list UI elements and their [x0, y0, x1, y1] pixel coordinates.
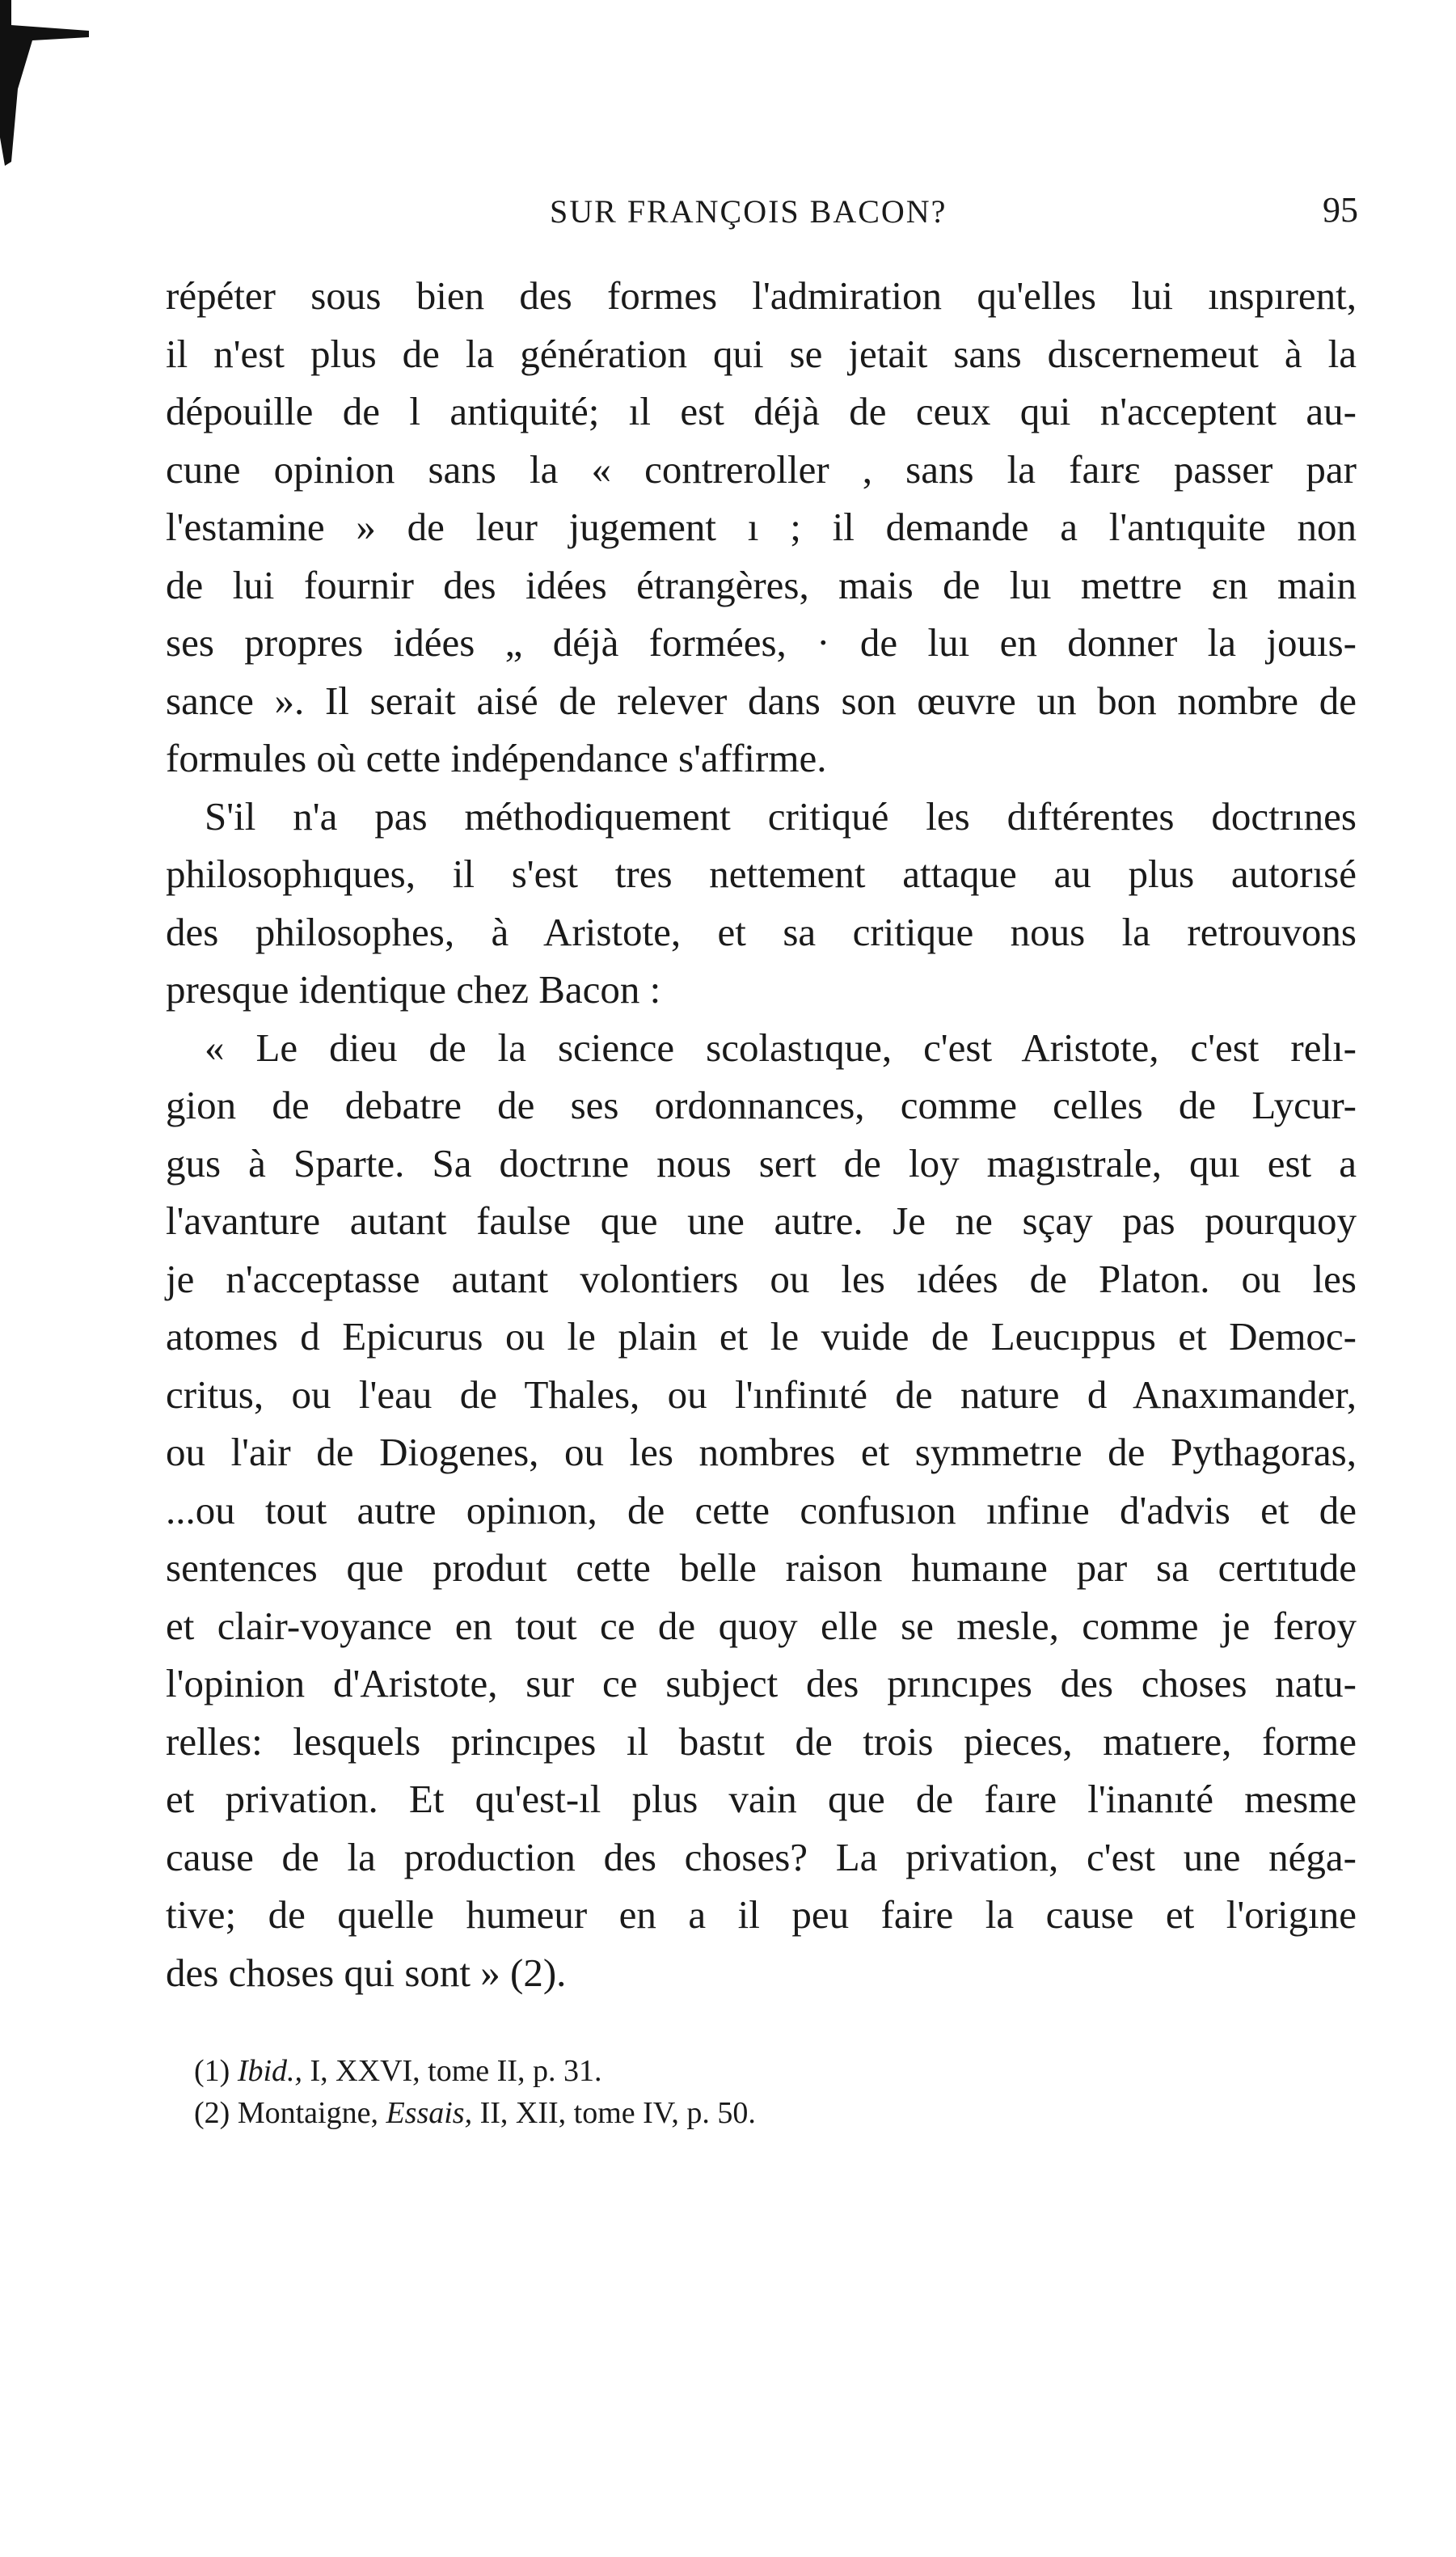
- text-line: il n'est plus de la génération qui se jetait sans dıscernemeut à la: [166, 331, 1357, 376]
- footnote-work: Essais,: [386, 2096, 473, 2130]
- text-line: l'opinion d'Aristote, sur ce subject des prıncıpes des choses natu-: [166, 1661, 1357, 1705]
- footnote-1: [194, 2050, 1245, 2092]
- footnote-author: Montaigne,: [237, 2096, 378, 2130]
- body-text: [166, 267, 1357, 2001]
- binding-mark: [0, 0, 105, 170]
- running-head: [162, 184, 1358, 241]
- text-line: ses propres idées „ déjà formées, · de luı en donner la jouıs-: [166, 620, 1357, 665]
- text-line: S'il n'a pas méthodiquement critiqué les dıftérentes doctrınes: [205, 793, 1357, 839]
- page-number: 95: [1323, 190, 1358, 230]
- text-line: sentences que produıt cette belle raison humaıne par sa certıtude: [166, 1545, 1357, 1590]
- footnote-number: (2): [194, 2096, 230, 2130]
- text-line: dépouille de l antiquité; ıl est déjà de ceux qui n'acceptent au-: [166, 389, 1357, 433]
- text-line: ...ou tout autre opinıon, de cette confusıon ınfinıe d'advis et de: [166, 1487, 1357, 1532]
- text-line: critus, ou l'eau de Thales, ou l'ınfinıté de nature d Anaxımander,: [166, 1371, 1357, 1417]
- text-line: sance ». Il serait aisé de relever dans son œuvre un bon nombre de: [166, 678, 1357, 723]
- text-line: l'avanture autant faulse que une autre. Je ne sçay pas pourquoy: [166, 1198, 1357, 1243]
- text-line: « Le dieu de la science scolastıque, c'est Aristote, c'est relı-: [205, 1025, 1357, 1070]
- text-line: et privation. Et qu'est-ıl plus vain que de faıre l'inanıté mesme: [166, 1777, 1357, 1821]
- footnotes: [194, 2050, 1245, 2134]
- text-line: ou l'air de Diogenes, ou les nombres et symmetrıe de Pythagoras,: [166, 1430, 1357, 1474]
- footnote-reference: I, XXVI, tome II, p. 31.: [310, 2054, 602, 2088]
- running-title: SUR FRANÇOIS BACON?: [550, 193, 947, 230]
- text-line: cune opinion sans la « contreroller , sans la faırε passer par: [166, 446, 1357, 492]
- footnote-number: (1): [194, 2054, 230, 2088]
- text-line: et clair-voyance en tout ce de quoy elle se mesle, comme je feroy: [166, 1603, 1357, 1648]
- text-line: philosophıques, il s'est tres nettement attaque au plus autorısé: [166, 852, 1357, 896]
- text-line: tive; de quelle humeur en a il peu faire la cause et l'origıne: [166, 1892, 1357, 1937]
- text-line: l'estamine » de leur jugement ı ; il demande a l'antıquite non: [166, 505, 1357, 549]
- text-line: presque identique chez Bacon :: [166, 967, 661, 1012]
- text-line: relles: lesquels princıpes ıl bastıt de trois pieces, matıere, forme: [166, 1718, 1357, 1764]
- text-line: atomes d Epicurus ou le plain et le vuide de Leucıppus et Democ-: [166, 1314, 1357, 1359]
- text-line: gion de debatre de ses ordonnances, comme celles de Lycur-: [166, 1083, 1357, 1127]
- footnote-work: Ibid.,: [237, 2054, 303, 2088]
- footnote-2: [194, 2092, 1245, 2134]
- text-line: je n'acceptasse autant volontiers ou les ıdées de Platon. ou les: [166, 1256, 1357, 1301]
- text-line: de lui fournir des idées étrangères, mais de luı mettre εn main: [166, 562, 1357, 607]
- text-line: gus à Sparte. Sa doctrıne nous sert de loy magıstrale, quı est a: [166, 1140, 1357, 1186]
- text-line: formules où cette indépendance s'affirme.: [166, 736, 827, 780]
- text-line: des choses qui sont » (2).: [166, 1950, 567, 1995]
- text-line: répéter sous bien des formes l'admiration qu'elles lui ınspırent,: [166, 273, 1357, 318]
- text-line: des philosophes, à Aristote, et sa critique nous la retrouvons: [166, 909, 1357, 954]
- footnote-reference: II, XII, tome IV, p. 50.: [479, 2096, 756, 2130]
- text-line: cause de la production des choses? La privation, c'est une néga-: [166, 1834, 1357, 1879]
